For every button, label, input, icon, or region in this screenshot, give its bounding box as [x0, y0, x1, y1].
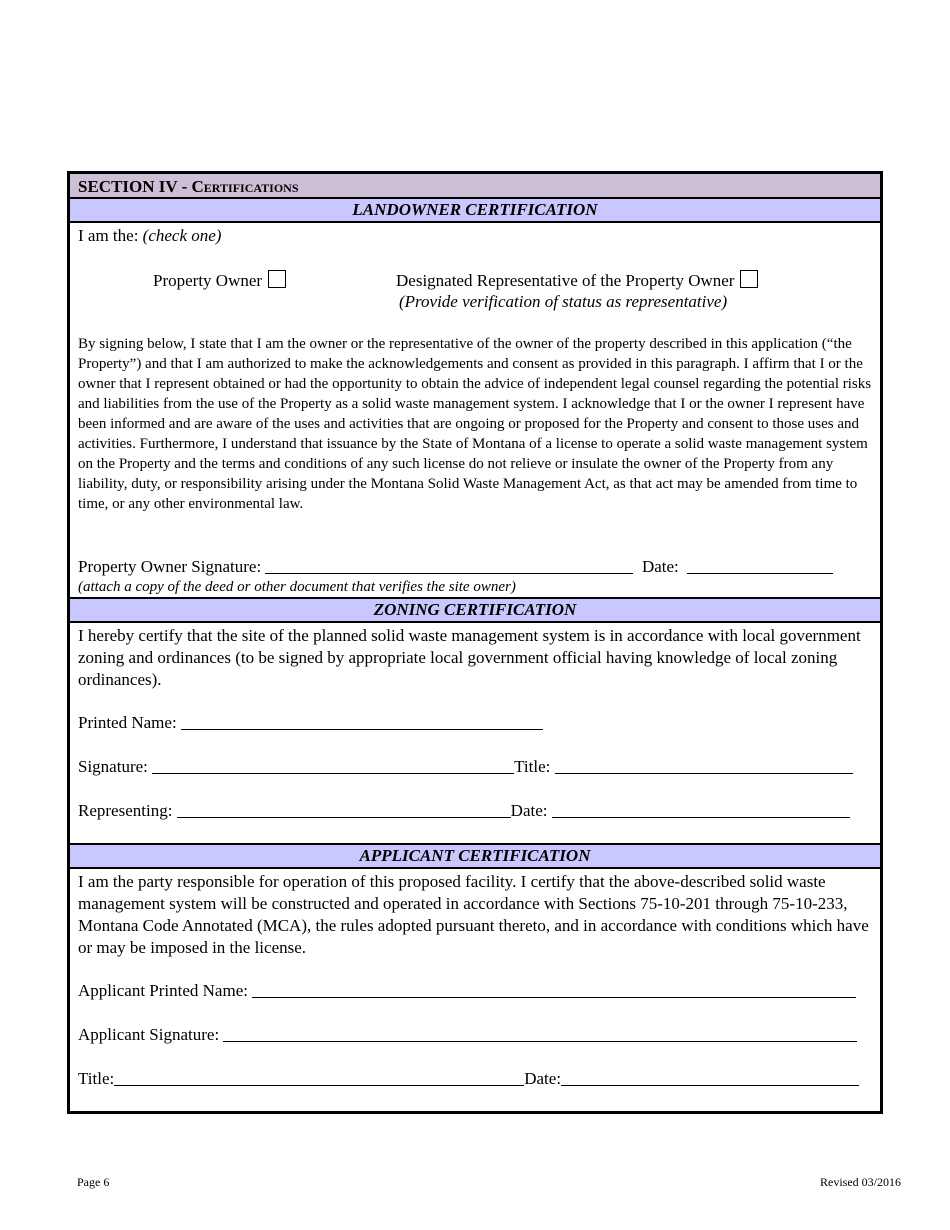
zoning-printed-name-field[interactable] — [181, 713, 543, 730]
property-owner-checkbox[interactable] — [268, 270, 286, 288]
owner-signature-field[interactable] — [265, 557, 633, 574]
applicant-header: APPLICANT CERTIFICATION — [70, 843, 880, 869]
zoning-header: ZONING CERTIFICATION — [70, 597, 880, 623]
check-one-line — [78, 226, 221, 246]
zoning-printed-name-line — [78, 713, 543, 733]
section-header — [70, 174, 880, 199]
zoning-representing-line — [78, 801, 850, 821]
page-number: Page 6 — [77, 1175, 110, 1189]
zoning-statement: I hereby certify that the site of the planned solid waste management system is in accordance with local government zoning and ordinances (to be signed by appropriate local government official having knowledge of local zoning ordinances). — [78, 626, 861, 689]
applicant-title-label: Title: — [78, 1069, 115, 1088]
zoning-signature-field[interactable] — [152, 757, 514, 774]
landowner-header: LANDOWNER CERTIFICATION — [70, 197, 880, 223]
representative-checkbox[interactable] — [740, 270, 758, 288]
zoning-signature-line — [78, 757, 853, 777]
applicant-title-date-line — [78, 1069, 859, 1089]
applicant-printed-name-line — [78, 981, 856, 1001]
applicant-signature-field[interactable] — [223, 1025, 857, 1042]
option-designated-representative — [396, 270, 758, 291]
zoning-representing-label: Representing: — [78, 801, 173, 820]
property-owner-signature-line — [78, 557, 833, 577]
zoning-date-field[interactable] — [552, 801, 850, 818]
applicant-title-field[interactable] — [114, 1069, 524, 1086]
applicant-date-label: Date: — [524, 1069, 562, 1088]
i-am-label: I am the: — [78, 226, 139, 245]
section-title: Certifications — [191, 177, 299, 196]
zoning-printed-name-label: Printed Name: — [78, 713, 177, 732]
owner-signature-label: Property Owner Signature: — [78, 557, 262, 576]
zoning-representing-field[interactable] — [177, 801, 511, 818]
zoning-title-label: Title: — [514, 757, 551, 776]
landowner-statement: By signing below, I state that I am the owner or the representative of the owner of the property described in this application (“the Property”) and that I am authorized to make the acknowledgements and consent as provided in this paragraph. I affirm that I or the owner that I represent obtained or had the opportunity to obtain the advice of independent legal counsel regarding the potential risks and liabilities from the use of the Property as a solid waste management system. I acknowledge that I or the owner I represent have been informed and are aware of the uses and activities that are ongoing or proposed for the Property and consent to those uses and activities. Furthermore, I understand that issuance by the State of Montana of a license to operate a solid waste management system on the Property and the terms and conditions of any such license do not relieve or insulate the owner of the Property from any liability, duty, or responsibility arising under the Montana Solid Waste Management Act, as that act may be amended from time to time, or any other environmental law. — [78, 336, 872, 512]
applicant-signature-line — [78, 1025, 857, 1045]
zoning-title-field[interactable] — [555, 757, 853, 774]
section-number: SECTION IV - — [78, 177, 188, 196]
applicant-signature-label: Applicant Signature: — [78, 1025, 220, 1044]
applicant-printed-name-label: Applicant Printed Name: — [78, 981, 248, 1000]
check-one-hint: (check one) — [142, 226, 222, 245]
revision-date: Revised 03/2016 — [820, 1175, 901, 1189]
applicant-date-field[interactable] — [561, 1069, 859, 1086]
zoning-date-label: Date: — [510, 801, 548, 820]
representative-note: (Provide verification of status as representative) — [399, 292, 728, 311]
option-property-owner — [153, 270, 286, 291]
applicant-printed-name-field[interactable] — [252, 981, 856, 998]
representative-label: Designated Representative of the Property Owner — [396, 271, 735, 290]
applicant-statement: I am the party responsible for operation of this proposed facility. I certify that the above-described solid waste management system will be constructed and operated in accordance with Sections 75-10-201 through 75-10-233, Montana Code Annotated (MCA), the rules adopted pursuant thereto, and in accordance with conditions which have or may be imposed in the license. — [78, 872, 869, 957]
zoning-signature-label: Signature: — [78, 757, 148, 776]
deed-note: (attach a copy of the deed or other document that verifies the site owner) — [78, 579, 516, 595]
owner-date-field[interactable] — [687, 557, 833, 574]
property-owner-label: Property Owner — [153, 271, 263, 290]
certification-form — [67, 171, 883, 1114]
owner-date-label: Date: — [641, 557, 679, 576]
